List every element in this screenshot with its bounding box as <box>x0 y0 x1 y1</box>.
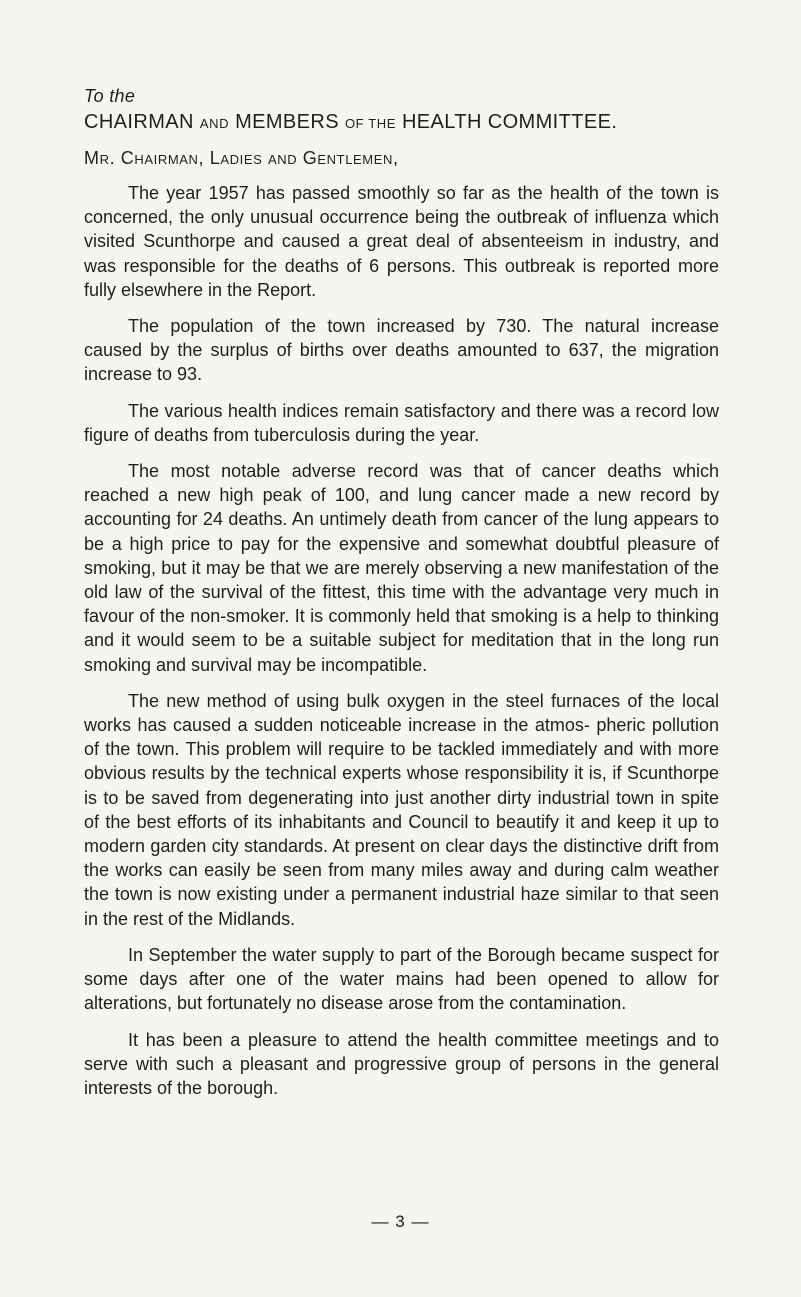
paragraph-influenza: The year 1957 has passed smoothly so far as the health of the town is concerned, the only unusual occurrence being the outbreak of influenza which visited Scunthorpe and caused a great deal of absenteeism in industry, and was responsible for the deaths of 6 persons. This outbreak is reported more fully elsewhere in the Report. <box>84 183 719 300</box>
paragraph-cancer: The most notable adverse record was that of cancer deaths which reached a new high peak of 100, and lung cancer made a new record by accounting for 24 deaths. An untimely death from cancer of the lung appears to be a high price to pay for the expensive and somewhat doubtful pleasure of smoking, but it may be that we are merely observing a new manifestation of the old law of the survival of the fittest, this time with the advantage very much in favour of the non-smoker. It is commonly held that smoking is a help to thinking and it would seem to be a suitable subject for meditation that in the long run smoking and survival may be incompatible. <box>84 461 719 675</box>
page-number: — 3 — <box>371 1212 430 1231</box>
addressee-and: AND <box>199 116 230 131</box>
addressee-of-the: OF THE <box>344 116 396 131</box>
addressee-health-committee: HEALTH COMMITTEE. <box>401 111 618 133</box>
to-line: To the <box>84 86 136 106</box>
addressee-members: MEMBERS <box>235 111 339 133</box>
paragraph-pollution: The new method of using bulk oxygen in the steel furnaces of the local works has caused a sudden noticeable increase in the atmos- pheric pollution of the town. This problem will require to be tackled immediately and with more obvious results by the technical experts whose responsibility it is, if Scunthorpe is to be saved from degenerating into just another dirty industrial town in spite of the best efforts of its inhabitants and Council to beautify it and keep it up to modern garden city standards. At present on clear days the distinctive drift from the works can easily be seen from many miles away and during calm weather the town is now existing under a permanent industrial haze similar to that seen in the rest of the Midlands. <box>84 690 719 929</box>
paragraph-health-indices: The various health indices remain satisfactory and there was a record low figure of deaths from tuberculosis during the year. <box>84 400 719 445</box>
paragraph-water-supply: In September the water supply to part of the Borough became suspect for some days after one of the water mains had been opened to allow for alterations, but fortunately no disease arose from the contamination. <box>84 944 719 1014</box>
paragraph-population: The population of the town increased by 730. The natural increase caused by the surplus of births over deaths amounted to 637, the migration increase to 93. <box>84 316 719 385</box>
letter-page <box>84 86 719 1112</box>
addressee-chairman: CHAIRMAN <box>84 111 194 133</box>
paragraph-closing: It has been a pleasure to attend the health committee meetings and to serve with such a pleasant and progressive group of persons in the general interests of the borough. <box>84 1029 719 1098</box>
greeting: Mr. Chairman, Ladies and Gentlemen, <box>84 148 399 168</box>
addressee-line <box>84 111 719 134</box>
